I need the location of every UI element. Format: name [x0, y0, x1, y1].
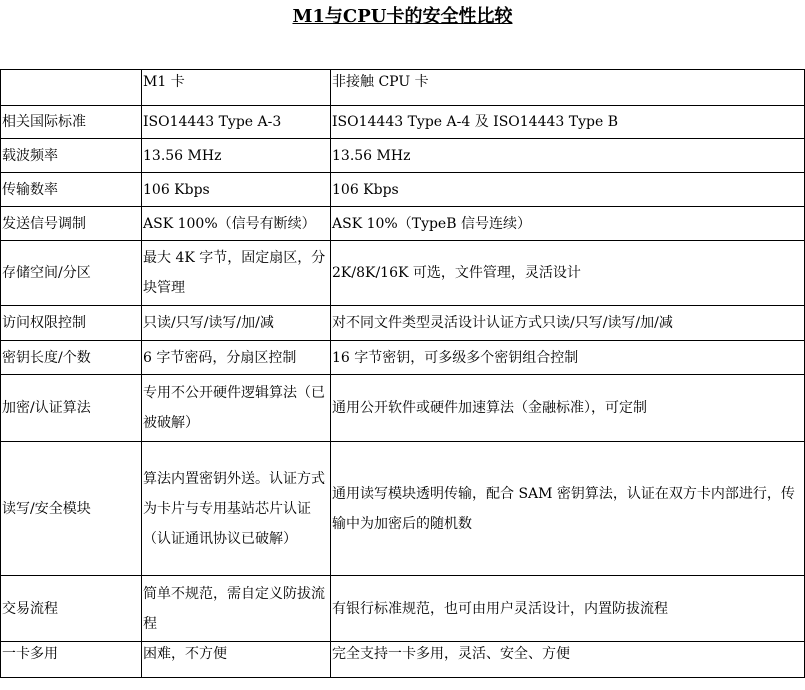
- row-label: 传输数率: [1, 173, 142, 207]
- table-row: [1, 139, 805, 173]
- page-title: M1与CPU卡的安全性比较: [292, 6, 513, 27]
- cpu-cell: 通用读写模块透明传输，配合 SAM 密钥算法，认证在双方卡内部进行，传输中为加密后的随机数: [331, 442, 805, 576]
- row-label: 交易流程: [1, 576, 142, 642]
- row-label: 密钥长度/个数: [1, 341, 142, 375]
- row-label: 载波频率: [1, 139, 142, 173]
- cpu-cell: ASK 10%（TypeB 信号连续）: [331, 207, 805, 241]
- m1-cell: ASK 100%（信号有断续）: [142, 207, 331, 241]
- m1-cell: 106 Kbps: [142, 173, 331, 207]
- m1-cell: 只读/只写/读写/加/减: [142, 306, 331, 341]
- table-row: [1, 442, 805, 576]
- cpu-cell: 2K/8K/16K 可选，文件管理，灵活设计: [331, 241, 805, 306]
- m1-cell: 算法内置密钥外送。认证方式为卡片与专用基站芯片认证（认证通讯协议已破解）: [142, 442, 331, 576]
- header-cell-cpu: 非接触 CPU 卡: [331, 70, 805, 106]
- cpu-cell: 对不同文件类型灵活设计认证方式只读/只写/读写/加/减: [331, 306, 805, 341]
- row-label: 读写/安全模块: [1, 442, 142, 576]
- cpu-cell: 有银行标准规范，也可由用户灵活设计，内置防拔流程: [331, 576, 805, 642]
- cpu-cell: 完全支持一卡多用，灵活、安全、方便: [331, 642, 805, 678]
- row-label: 存储空间/分区: [1, 241, 142, 306]
- header-cell-m1: M1 卡: [142, 70, 331, 106]
- table-row: [1, 173, 805, 207]
- m1-cell: 6 字节密码，分扇区控制: [142, 341, 331, 375]
- table-row: [1, 207, 805, 241]
- m1-cell: 13.56 MHz: [142, 139, 331, 173]
- table-row: [1, 375, 805, 442]
- table-row: [1, 642, 805, 678]
- m1-cell: ISO14443 Type A-3: [142, 106, 331, 139]
- row-label: 相关国际标准: [1, 106, 142, 139]
- row-label: 加密/认证算法: [1, 375, 142, 442]
- m1-cell: 最大 4K 字节，固定扇区，分块管理: [142, 241, 331, 306]
- cpu-cell: ISO14443 Type A-4 及 ISO14443 Type B: [331, 106, 805, 139]
- cpu-cell: 通用公开软件或硬件加速算法（金融标准），可定制: [331, 375, 805, 442]
- row-label: 一卡多用: [1, 642, 142, 678]
- table-row: [1, 341, 805, 375]
- table-row: [1, 241, 805, 306]
- table-row: [1, 576, 805, 642]
- row-label: 访问权限控制: [1, 306, 142, 341]
- table-header-row: [1, 70, 805, 106]
- m1-cell: 专用不公开硬件逻辑算法（已被破解）: [142, 375, 331, 442]
- row-label: 发送信号调制: [1, 207, 142, 241]
- cpu-cell: 13.56 MHz: [331, 139, 805, 173]
- comparison-table: [0, 69, 805, 678]
- m1-cell: 困难，不方便: [142, 642, 331, 678]
- cpu-cell: 106 Kbps: [331, 173, 805, 207]
- table-row: [1, 306, 805, 341]
- cpu-cell: 16 字节密钥，可多级多个密钥组合控制: [331, 341, 805, 375]
- m1-cell: 简单不规范，需自定义防拔流程: [142, 576, 331, 642]
- table-row: [1, 106, 805, 139]
- header-cell-empty: [1, 70, 142, 106]
